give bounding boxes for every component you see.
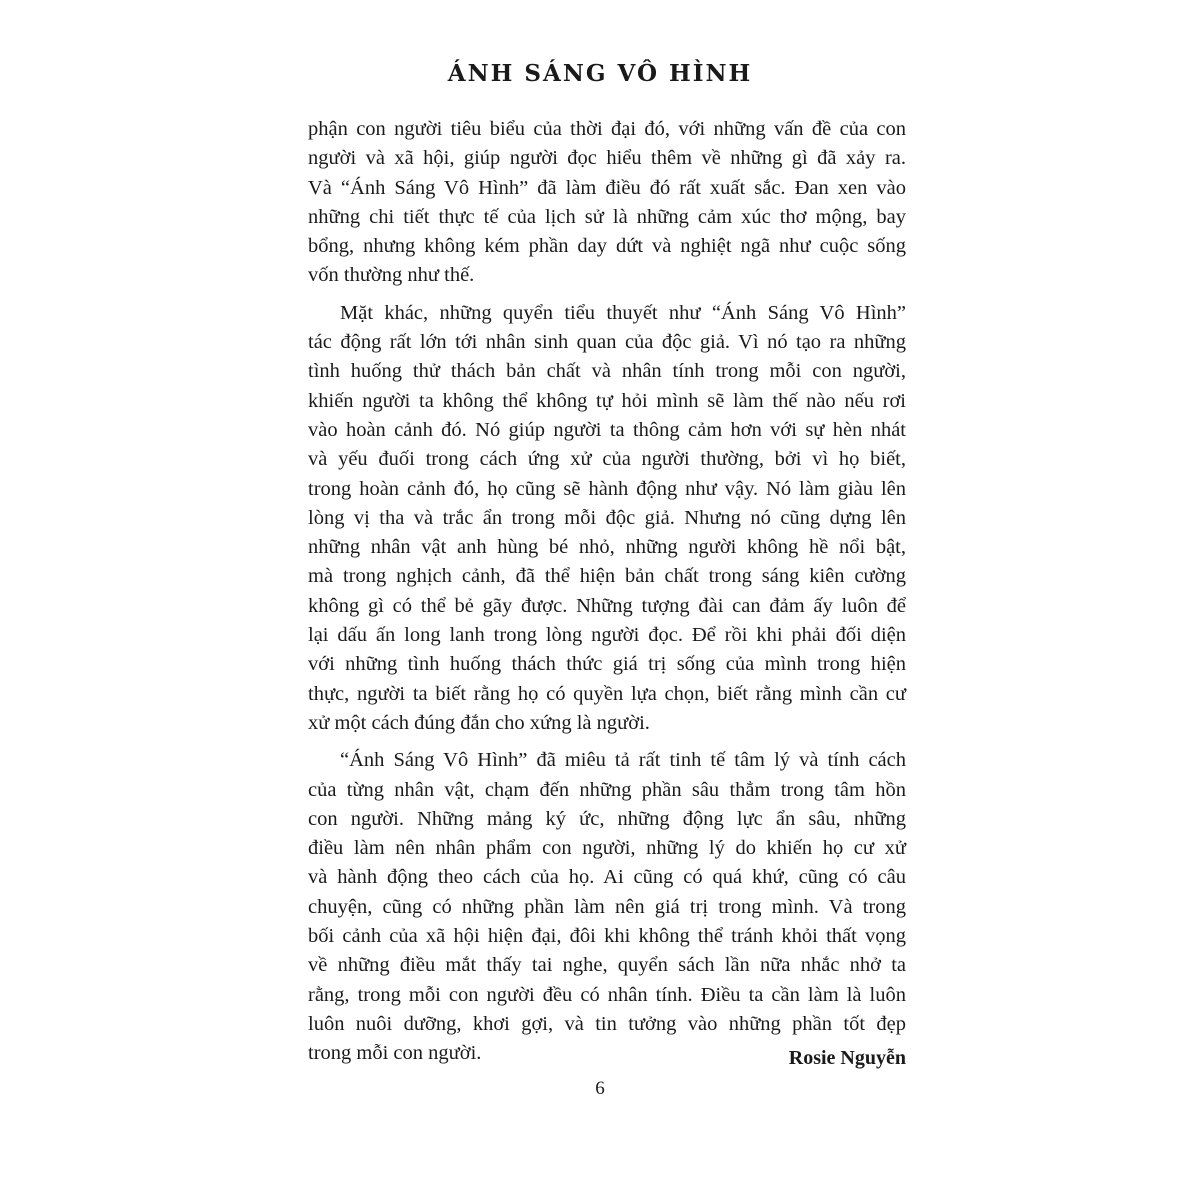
text-line: phận con người tiêu biểu của thời đại đó, với những vấn đề của con xyxy=(308,118,906,140)
text-line: những nhân vật anh hùng bé nhỏ, những người không hề nổi bật, xyxy=(308,536,906,559)
page-number: 6 xyxy=(595,1078,605,1099)
text-line: của từng nhân vật, chạm đến những phần sâu thẳm trong tâm hồn xyxy=(308,778,906,801)
paragraph-1 xyxy=(308,115,906,291)
body-text xyxy=(308,115,906,1069)
text-line: điều làm nên nhân phẩm con người, những lý do khiến họ cư xử xyxy=(308,837,906,860)
text-line: không gì có thể bẻ gãy được. Những tượng đài can đảm ấy luôn để xyxy=(308,594,906,617)
text-line: chuyện, cũng có những phần làm nên giá trị trong mình. Và trong xyxy=(308,895,906,918)
text-line: bổng, nhưng không kém phần day dứt và nghiệt ngã như cuộc sống xyxy=(308,235,906,258)
paragraph-3 xyxy=(308,746,906,1068)
text-line: “Ánh Sáng Vô Hình” đã miêu tả rất tinh tế tâm lý và tính cách xyxy=(340,749,906,772)
author-signature: Rosie Nguyễn xyxy=(788,1047,906,1069)
text-line: và yếu đuối trong cách ứng xử của người thường, bởi vì họ biết, xyxy=(308,448,906,471)
text-line: bối cảnh của xã hội hiện đại, đôi khi không thể tránh khỏi thất vọng xyxy=(308,925,906,948)
text-line: mà trong nghịch cảnh, đã thể hiện bản chất trong sáng kiên cường xyxy=(308,565,906,588)
text-line: về những điều mắt thấy tai nghe, quyển sách lần nữa nhắc nhở ta xyxy=(308,954,906,977)
text-line: Và “Ánh Sáng Vô Hình” đã làm điều đó rất xuất sắc. Đan xen vào xyxy=(308,176,906,199)
paragraph-gap xyxy=(308,738,906,746)
text-line: tác động rất lớn tới nhân sinh quan của độc giả. Vì nó tạo ra những xyxy=(308,331,906,354)
text-line: khiến người ta không thể không tự hỏi mình sẽ làm thế nào nếu rơi xyxy=(308,389,906,412)
paragraph-gap xyxy=(308,291,906,299)
text-line: vốn thường như thế. xyxy=(308,264,475,287)
text-line: và hành động theo cách của họ. Ai cũng có quá khứ, cũng có câu xyxy=(308,866,906,889)
text-line: lại dấu ấn long lanh trong lòng người đọc. Để rồi khi phải đối diện xyxy=(308,624,906,647)
text-line: luôn nuôi dưỡng, khơi gợi, và tin tưởng vào những phần tốt đẹp xyxy=(308,1012,906,1035)
text-line: xử một cách đúng đắn cho xứng là người. xyxy=(308,711,650,734)
text-line: người và xã hội, giúp người đọc hiểu thêm về những gì đã xảy ra. xyxy=(308,147,906,170)
text-line: với những tình huống thách thức giá trị sống của mình trong hiện xyxy=(308,653,906,676)
running-header-title: ÁNH SÁNG VÔ HÌNH xyxy=(447,60,753,87)
text-line: tình huống thử thách bản chất và nhân tính trong mỗi con người, xyxy=(308,360,906,383)
text-line: rằng, trong mỗi con người đều có nhân tính. Điều ta cần làm là luôn xyxy=(308,983,906,1006)
text-line: thực, người ta biết rằng họ có quyền lựa chọn, biết rằng mình cần cư xyxy=(308,682,906,705)
text-line: trong mỗi con người. xyxy=(308,1042,482,1065)
text-line: lòng vị tha và trắc ẩn trong mỗi độc giả. Nhưng nó cũng dựng lên xyxy=(308,506,906,529)
text-line: trong hoàn cảnh đó, họ cũng sẽ hành động như vậy. Nó làm giàu lên xyxy=(308,477,906,500)
paragraph-2 xyxy=(308,299,906,738)
text-line: Mặt khác, những quyển tiểu thuyết như “Ánh Sáng Vô Hình” xyxy=(340,301,906,324)
text-line: vào hoàn cảnh đó. Nó giúp người ta thông cảm hơn với sự hèn nhát xyxy=(308,418,906,441)
text-line: những chi tiết thực tế của lịch sử là những cảm xúc thơ mộng, bay xyxy=(308,205,906,228)
text-line: con người. Những mảng ký ức, những động lực ẩn sâu, những xyxy=(308,807,906,830)
